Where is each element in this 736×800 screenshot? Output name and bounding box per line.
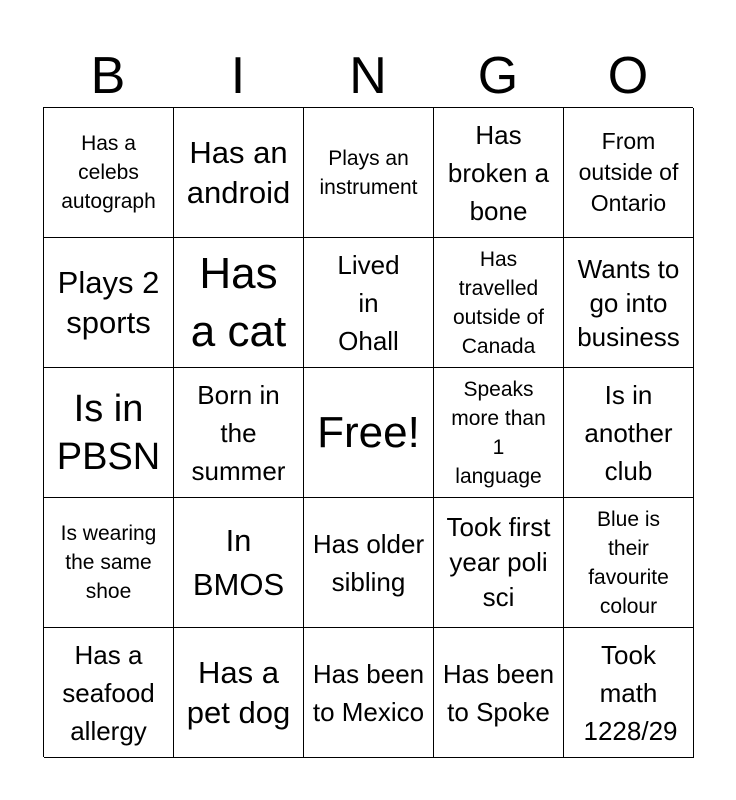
bingo-cell[interactable] <box>434 368 564 498</box>
bingo-cell[interactable] <box>174 628 304 758</box>
bingo-cell[interactable] <box>174 368 304 498</box>
header-letter-i: I <box>230 47 246 105</box>
bingo-cell[interactable] <box>174 238 304 368</box>
bingo-cell[interactable] <box>564 238 694 368</box>
cell-label: Lived in Ohall <box>337 249 400 356</box>
bingo-cell[interactable] <box>434 238 564 368</box>
cell-label: Has been to Mexico <box>312 658 425 727</box>
cell-label: Is in PBSN <box>56 387 161 478</box>
cell-label: In BMOS <box>192 522 285 602</box>
bingo-cell[interactable] <box>304 628 434 758</box>
cell-label: Wants to go into business <box>577 253 680 352</box>
cell-label: Plays an instrument <box>319 146 418 199</box>
bingo-cell[interactable] <box>304 108 434 238</box>
cell-label: Took math 1228/29 <box>583 639 678 746</box>
cell-label: Has travelled outside of Canada <box>452 247 545 358</box>
bingo-cell[interactable] <box>174 498 304 628</box>
cell-label: Has older sibling <box>312 528 425 597</box>
cell-label: Has broken a bone <box>447 119 550 226</box>
bingo-cell[interactable] <box>44 238 174 368</box>
bingo-cell[interactable] <box>174 108 304 238</box>
cell-label: Has been to Spoke <box>442 658 555 727</box>
cell-label: Blue is their favourite colour <box>588 507 669 618</box>
bingo-cell[interactable] <box>564 368 694 498</box>
bingo-cell[interactable] <box>564 498 694 628</box>
header-letter-o: O <box>607 47 649 105</box>
cell-label: Took first year poli sci <box>446 512 551 612</box>
bingo-board <box>43 107 693 757</box>
bingo-header <box>43 44 693 108</box>
cell-label: Is wearing the same shoe <box>60 522 157 603</box>
bingo-cell[interactable] <box>564 628 694 758</box>
cell-label: Plays 2 sports <box>57 264 160 340</box>
bingo-cell[interactable] <box>44 368 174 498</box>
free-space-label: Free! <box>317 407 420 457</box>
cell-label: Is in another club <box>584 379 673 486</box>
bingo-cell[interactable] <box>434 628 564 758</box>
cell-label: Speaks more than 1 language <box>451 377 546 488</box>
cell-label: Born in the summer <box>191 379 286 486</box>
bingo-cell-free[interactable] <box>304 368 434 498</box>
cell-label: Has an android <box>186 134 291 210</box>
cell-label: Has a pet dog <box>186 654 291 730</box>
cell-label: From outside of Ontario <box>578 128 679 216</box>
bingo-cell[interactable] <box>44 108 174 238</box>
header-letter-b: B <box>90 47 126 105</box>
cell-label: Has a cat <box>190 248 287 356</box>
header-letter-g: G <box>477 47 519 105</box>
bingo-cell[interactable] <box>44 498 174 628</box>
bingo-cell[interactable] <box>44 628 174 758</box>
cell-label: Has a seafood allergy <box>62 639 155 746</box>
bingo-cell[interactable] <box>304 238 434 368</box>
header-letter-n: N <box>349 47 387 105</box>
bingo-cell[interactable] <box>304 498 434 628</box>
cell-label: Has a celebs autograph <box>61 132 156 213</box>
bingo-cell[interactable] <box>564 108 694 238</box>
bingo-cell[interactable] <box>434 498 564 628</box>
bingo-cell[interactable] <box>434 108 564 238</box>
